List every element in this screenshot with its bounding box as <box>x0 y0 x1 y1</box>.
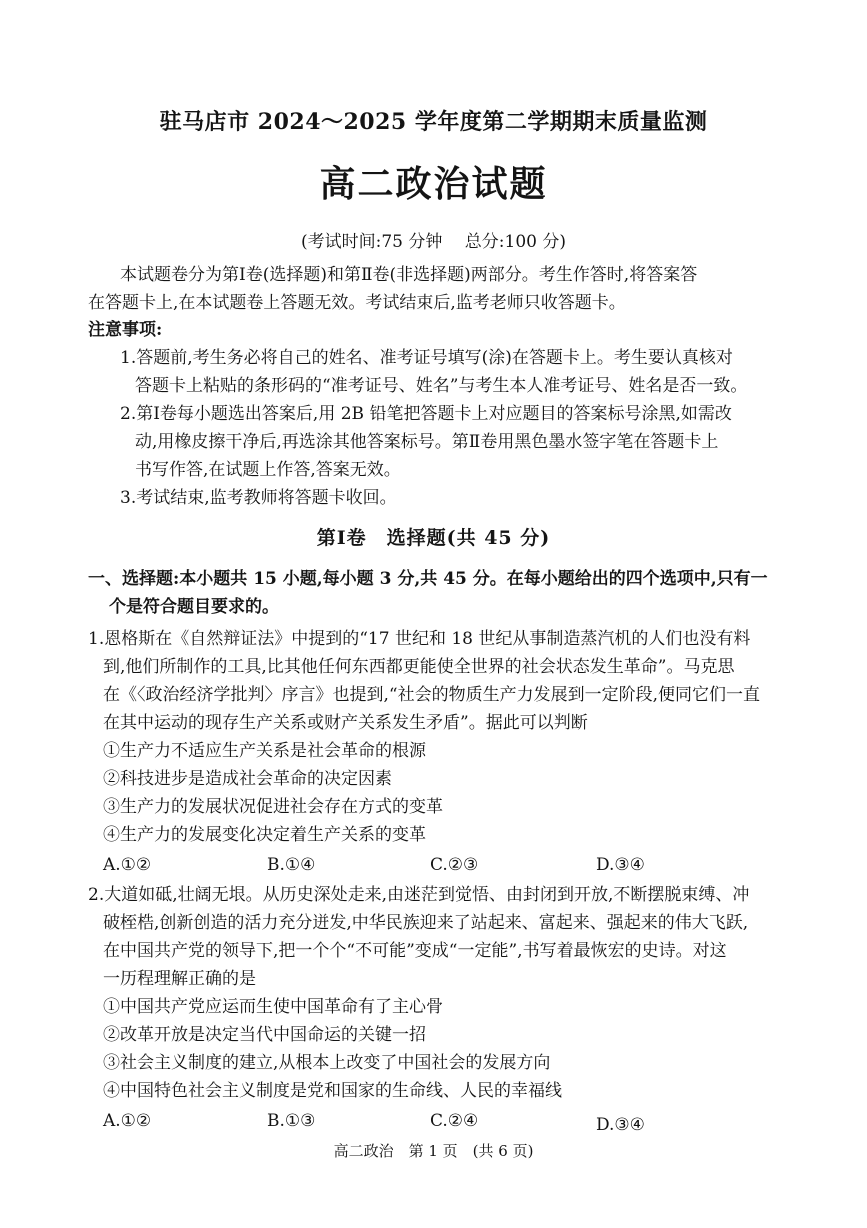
note-2-line-2: 动,用橡皮擦干净后,再选涂其他答案标号。第Ⅱ卷用黑色墨水签字笔在答题卡上 <box>135 432 719 452</box>
q2-stem-line-4: 一历程理解正确的是 <box>103 969 256 989</box>
q1-stem-line-1: 1.恩格斯在《自然辩证法》中提到的“17 世纪和 18 世纪从事制造蒸汽机的人们也没有料 <box>88 629 751 649</box>
q2-stem-line-1: 2.大道如砥,壮阔无垠。从历史深处走来,由迷茫到觉悟、由封闭到开放,不断摆脱束缚、冲 <box>88 885 750 905</box>
note-1-line-1: 1.答题前,考生务必将自己的姓名、准考证号填写(涂)在答题卡上。考生要认真核对 <box>120 348 733 368</box>
note-2-line-3: 书写作答,在试题上作答,答案无效。 <box>135 460 401 480</box>
q1-stem-line-2: 到,他们所制作的工具,比其他任何东西都更能使全世界的社会状态发生革命”。马克思 <box>103 657 735 677</box>
notes-heading: 注意事项: <box>88 320 163 340</box>
q1-option-a: A.①② <box>103 855 152 875</box>
q2-stem-line-2: 破桎梏,创新创造的活力充分迸发,中华民族迎来了站起来、富起来、强起来的伟大飞跃, <box>103 913 749 933</box>
q2-option-a: A.①② <box>103 1111 152 1131</box>
note-1-line-2: 答题卡上粘贴的条形码的“准考证号、姓名”与考生本人准考证号、姓名是否一致。 <box>135 376 748 396</box>
q2-option-d: D.③④ <box>596 1115 645 1135</box>
q1-statement-4: ④生产力的发展变化决定着生产关系的变革 <box>103 825 426 845</box>
section-1-instruction-line-2: 个是符合题目要求的。 <box>109 597 279 617</box>
q2-stem-line-3: 在中国共产党的领导下,把一个个“不可能”变成“一定能”,书写着最恢宏的史诗。对这 <box>103 941 727 961</box>
q1-option-c: C.②③ <box>430 855 479 875</box>
q2-statement-1: ①中国共产党应运而生使中国革命有了主心骨 <box>103 997 443 1017</box>
q2-statement-2: ②改革开放是决定当代中国命运的关键一招 <box>103 1025 426 1045</box>
page-footer: 高二政治 第 1 页 (共 6 页) <box>333 1142 534 1160</box>
q2-statement-4: ④中国特色社会主义制度是党和国家的生命线、人民的幸福线 <box>103 1081 562 1101</box>
section-1-instruction-line-1: 一、选择题:本小题共 15 小题,每小题 3 分,共 45 分。在每小题给出的四个选项中,只有一 <box>88 569 768 589</box>
intro-line-1: 本试题卷分为第Ⅰ卷(选择题)和第Ⅱ卷(非选择题)两部分。考生作答时,将答案答 <box>120 265 698 285</box>
exam-series-title: 驻马店市 2024～2025 学年度第二学期期末质量监测 <box>159 109 708 135</box>
note-2-line-1: 2.第Ⅰ卷每小题选出答案后,用 2B 铅笔把答题卡上对应题目的答案标号涂黑,如需改 <box>120 404 732 424</box>
exam-subject-title: 高二政治试题 <box>319 163 548 205</box>
q1-statement-3: ③生产力的发展状况促进社会存在方式的变革 <box>103 797 443 817</box>
section-1-title: 第Ⅰ卷 选择题(共 45 分) <box>316 527 551 549</box>
q2-statement-3: ③社会主义制度的建立,从根本上改变了中国社会的发展方向 <box>103 1053 551 1073</box>
note-3-line-1: 3.考试结束,监考教师将答题卡收回。 <box>120 488 397 508</box>
exam-time-score: (考试时间:75 分钟 总分:100 分) <box>300 232 566 252</box>
intro-line-2: 在答题卡上,在本试题卷上答题无效。考试结束后,监考老师只收答题卡。 <box>88 293 626 313</box>
q1-option-d: D.③④ <box>596 855 645 875</box>
q2-option-c: C.②④ <box>430 1111 479 1131</box>
q1-stem-line-4: 在其中运动的现存生产关系或财产关系发生矛盾”。据此可以判断 <box>103 713 588 733</box>
q2-option-b: B.①③ <box>267 1111 316 1131</box>
q1-statement-1: ①生产力不适应生产关系是社会革命的根源 <box>103 741 426 761</box>
q1-option-b: B.①④ <box>267 855 316 875</box>
q1-stem-line-3: 在《〈政治经济学批判〉序言》也提到,“社会的物质生产力发展到一定阶段,便同它们一直 <box>103 685 760 705</box>
q1-statement-2: ②科技进步是造成社会革命的决定因素 <box>103 769 392 789</box>
